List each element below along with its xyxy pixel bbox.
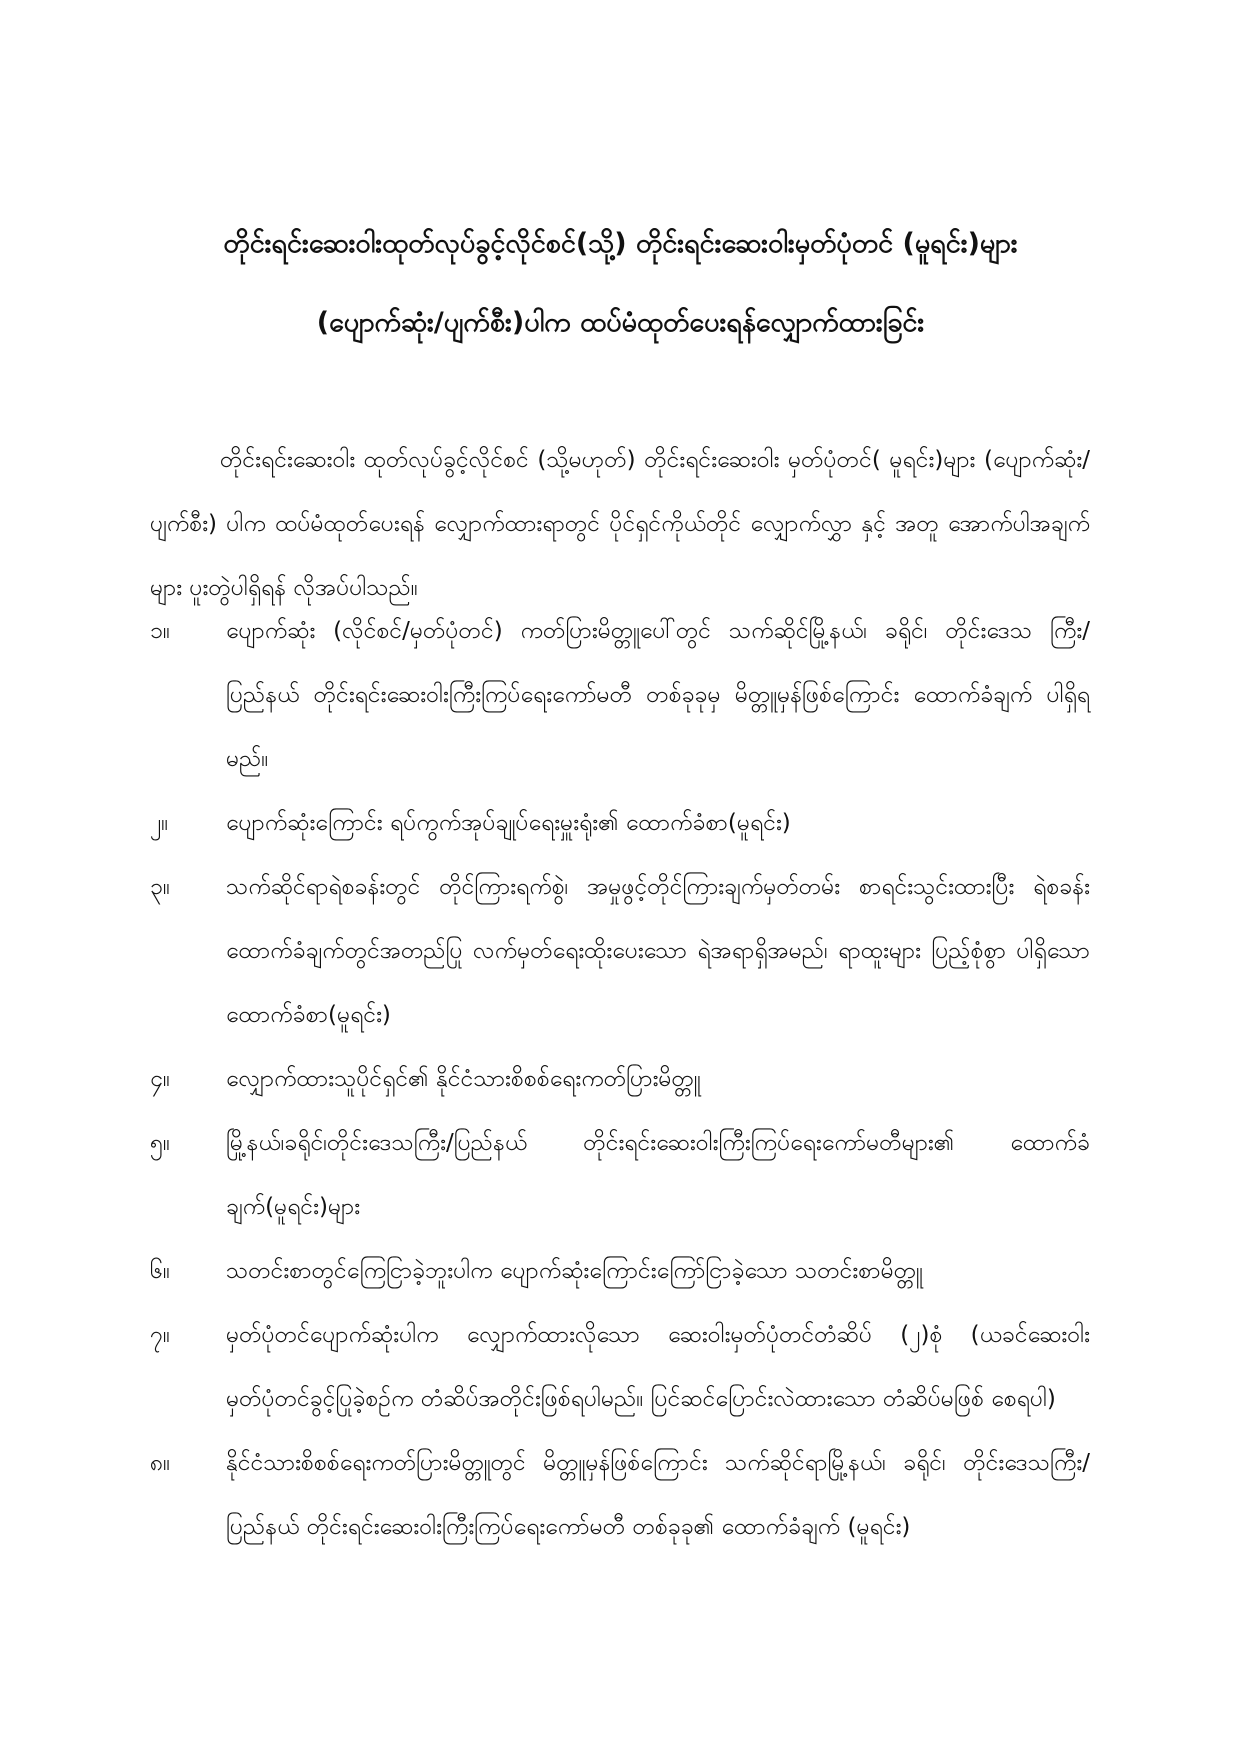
document-title-line-1: တိုင်းရင်းဆေးဝါးထုတ်လုပ်ခွင့်လိုင်စင်(သို့) တိုင်းရင်းဆေးဝါးမှတ်ပုံတင် (မူရင်း)များ — [223, 228, 1018, 259]
item-number: ၃။ — [150, 874, 170, 900]
list-item — [150, 1047, 1090, 1111]
list-item — [150, 855, 1090, 1047]
intro-paragraph — [150, 428, 1090, 620]
list-item — [150, 1431, 1090, 1559]
item-text: သတင်းစာတွင်ကြေငြာခဲ့ဘူးပါက ပျောက်ဆုံးကြောင်းကြော်ငြာခဲ့သော သတင်းစာမိတ္တူ — [226, 1258, 923, 1284]
item-number: ၆။ — [150, 1258, 170, 1284]
intro-text: တိုင်းရင်းဆေးဝါး ထုတ်လုပ်ခွင့်လိုင်စင် (သို့မဟုတ်) တိုင်းရင်းဆေးဝါး မှတ်ပုံတင်( မူရင်း)များ (ပျောက်ဆုံး/ပျက်စီး) ပါက ထပ်မံထုတ်ပေးရန် လျှောက်ထားရာတွင် ပိုင်ရှင်ကိုယ်တိုင် လျှောက်လွှာ နှင့် အတူ အောက်ပါအချက်များ ပူးတွဲပါရှိရန် လိုအပ်ပါသည်။ — [150, 447, 1090, 601]
item-text: မှတ်ပုံတင်ပျောက်ဆုံးပါက လျှောက်ထားလိုသော ဆေးဝါးမှတ်ပုံတင်တံဆိပ် (၂)စုံ (ယခင်ဆေးဝါး မှတ်ပုံတင်ခွင့်ပြုခဲ့စဉ်က တံဆိပ်အတိုင်းဖြစ်ရပါမည်။ ပြင်ဆင်ပြောင်းလဲထားသော တံဆိပ်မဖြစ် စေရပါ) — [226, 1322, 1090, 1412]
item-text: လျှောက်ထားသူပိုင်ရှင်၏ နိုင်ငံသားစိစစ်ရေးကတ်ပြားမိတ္တူ — [226, 1066, 701, 1092]
item-number: ၅။ — [150, 1130, 170, 1156]
list-item — [150, 1303, 1090, 1431]
list-item — [150, 1111, 1090, 1239]
item-text: နိုင်ငံသားစိစစ်ရေးကတ်ပြားမိတ္တူတွင် မိတ္တူမှန်ဖြစ်ကြောင်း သက်ဆိုင်ရာမြို့နယ်၊ ခရိုင်၊ တိုင်းဒေသကြီး/ပြည်နယ် တိုင်းရင်းဆေးဝါးကြီးကြပ်ရေးကော်မတီ တစ်ခုခု၏ ထောက်ခံချက် (မူရင်း) — [226, 1450, 1090, 1540]
item-text: ပျောက်ဆုံး (လိုင်စင်/မှတ်ပုံတင်) ကတ်ပြားမိတ္တူပေါ်တွင် သက်ဆိုင်မြို့နယ်၊ ခရိုင်၊ တိုင်းဒေသ ကြီး/ပြည်နယ် တိုင်းရင်းဆေးဝါးကြီးကြပ်ရေးကော်မတီ တစ်ခုခုမှ မိတ္တူမှန်ဖြစ်ကြောင်း ထောက်ခံချက် ပါရှိရမည်။ — [226, 618, 1090, 772]
item-number: ၁။ — [150, 618, 170, 644]
item-text: ပျောက်ဆုံးကြောင်း ရပ်ကွက်အုပ်ချုပ်ရေးမှူးရုံး၏ ထောက်ခံစာ(မူရင်း) — [226, 810, 791, 836]
item-number: ၄။ — [150, 1066, 170, 1092]
list-item — [150, 599, 1090, 791]
requirements-list — [150, 599, 1090, 1559]
item-text: သက်ဆိုင်ရာရဲစခန်းတွင် တိုင်ကြားရက်စွဲ၊ အမှုဖွင့်တိုင်ကြားချက်မှတ်တမ်း စာရင်းသွင်းထားပြီး ရဲစခန်းထောက်ခံချက်တွင်အတည်ပြု လက်မှတ်ရေးထိုးပေးသော ရဲအရာရှိအမည်၊ ရာထူးများ ပြည့်စုံစွာ ပါရှိသော ထောက်ခံစာ(မူရင်း) — [226, 874, 1090, 1028]
item-text: မြို့နယ်၊ခရိုင်၊တိုင်းဒေသကြီး/ပြည်နယ် တိုင်းရင်းဆေးဝါးကြီးကြပ်ရေးကော်မတီများ၏ ထောက်ခံချက်(မူရင်း)များ — [226, 1130, 1090, 1220]
item-number: ၂။ — [150, 810, 169, 836]
item-number: ၈။ — [150, 1450, 171, 1476]
item-number: ၇။ — [150, 1322, 170, 1348]
list-item — [150, 1239, 1090, 1303]
list-item — [150, 791, 1090, 855]
document-title-line-2: (ပျောက်ဆုံး/ပျက်စီး)ပါက ထပ်မံထုတ်ပေးရန်လျှောက်ထားခြင်း — [316, 307, 925, 338]
